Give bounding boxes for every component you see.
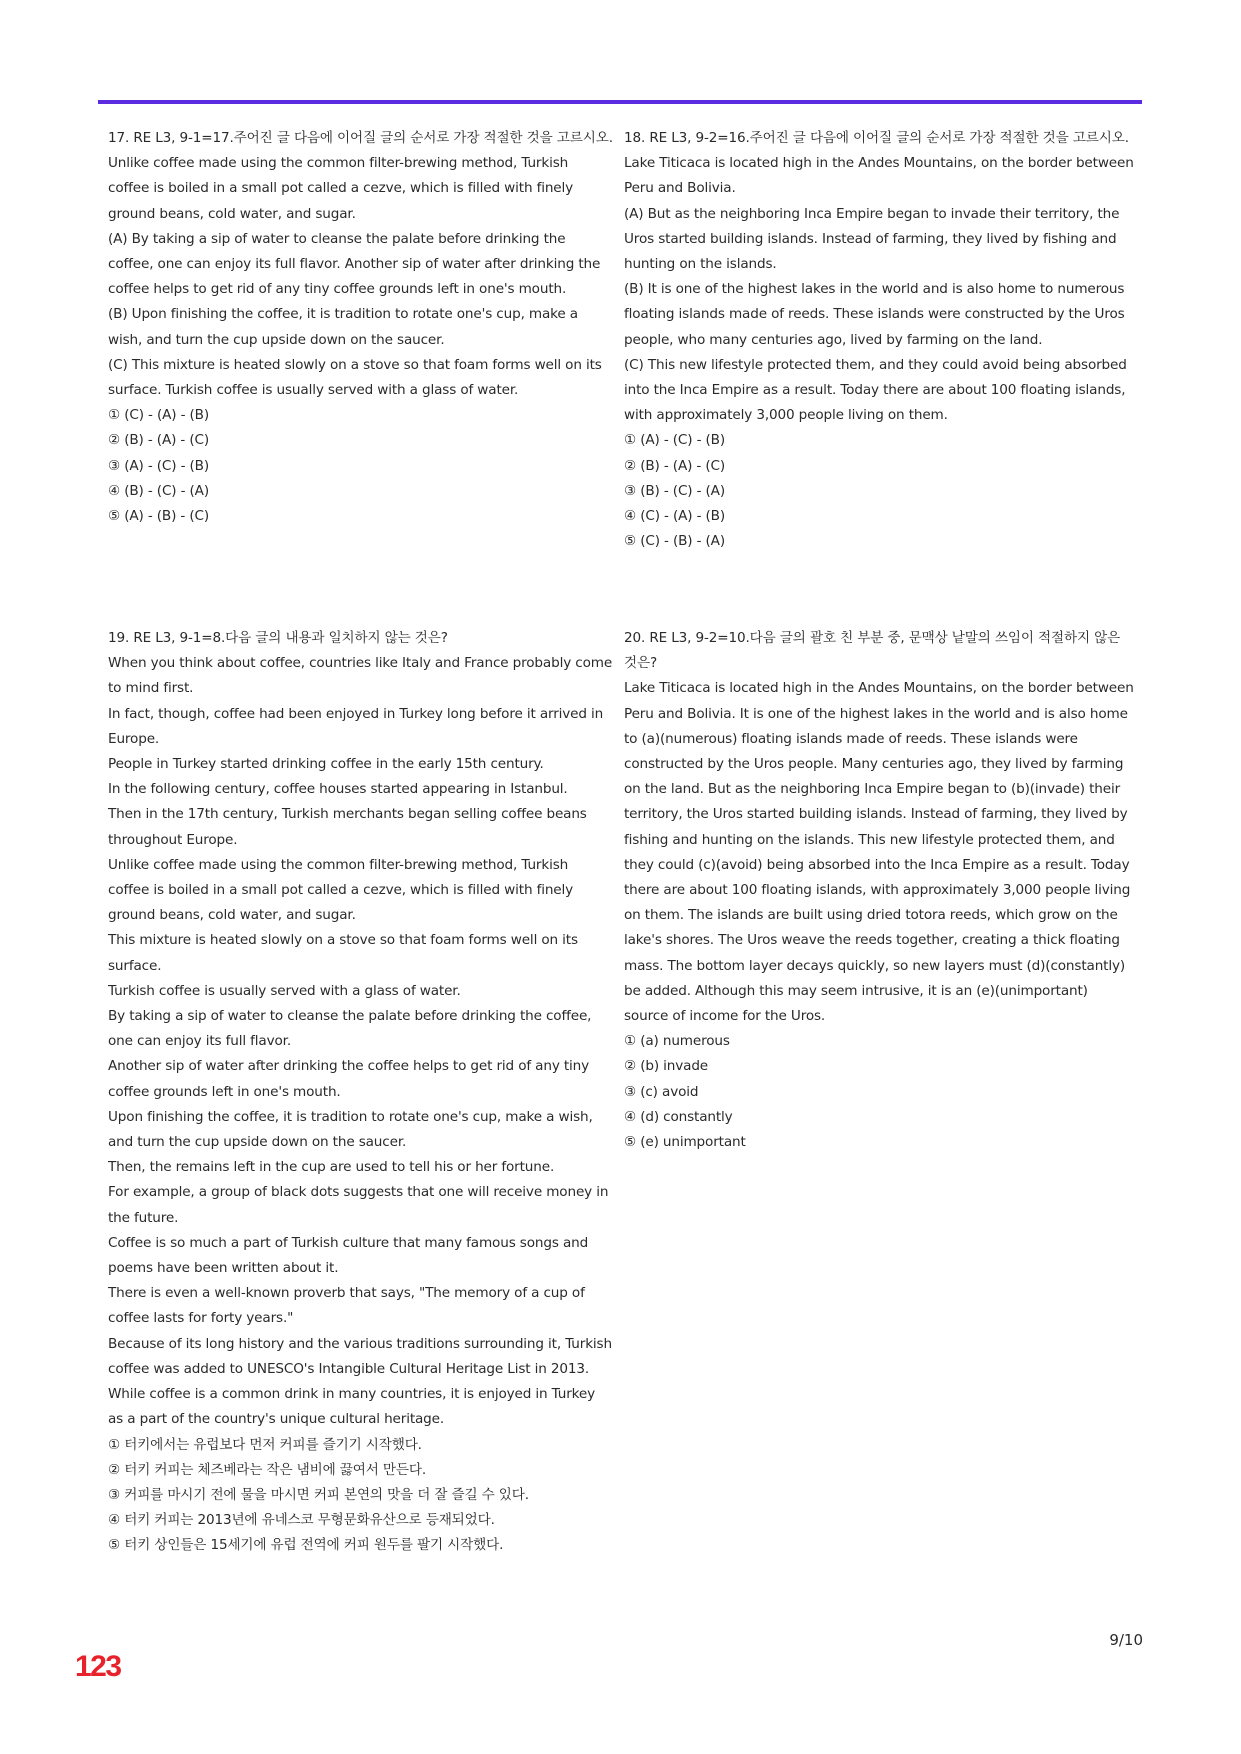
question-20: [624, 626, 1136, 1155]
answer-choice[interactable]: ⑤ (e) unimportant: [624, 1134, 746, 1151]
question-passage: (C) This new lifestyle protected them, and they could avoid being absorbed into the Inca Empire as a result. Today there are about 100 floating islands, with approximately 3,000 people living on them.: [624, 356, 1127, 424]
question-19: [108, 626, 613, 1559]
answer-choice[interactable]: ④ (d) constantly: [624, 1108, 733, 1125]
answer-choice[interactable]: ④ (C) - (A) - (B): [624, 508, 725, 525]
answer-choice[interactable]: ③ (B) - (C) - (A): [624, 482, 725, 499]
question-passage: (C) This mixture is heated slowly on a stove so that foam forms well on its surface. Turkish coffee is usually served with a glass of water.: [108, 356, 602, 399]
answer-choice[interactable]: ③ 커피를 마시기 전에 물을 마시면 커피 본연의 맛을 더 잘 즐길 수 있다.: [108, 1486, 529, 1503]
question-passage: When you think about coffee, countries like Italy and France probably come to mind first.: [108, 655, 613, 697]
answer-choice[interactable]: ① (a) numerous: [624, 1033, 730, 1050]
question-passage: Lake Titicaca is located high in the Andes Mountains, on the border between Peru and Bolivia.: [624, 155, 1134, 197]
question-title: 18. RE L3, 9-2=16.주어진 글 다음에 이어질 글의 순서로 가장 적절한 것을 고르시오.: [624, 130, 1129, 146]
brand-logo: 123: [75, 1650, 121, 1683]
question-passage: This mixture is heated slowly on a stove so that foam forms well on its surface.: [108, 932, 578, 974]
question-passage: Upon finishing the coffee, it is tradition to rotate one's cup, make a wish, and turn the cup upside down on the saucer.: [108, 1108, 593, 1151]
question-passage: While coffee is a common drink in many countries, it is enjoyed in Turkey as a part of the country's unique cultural heritage.: [108, 1386, 595, 1428]
answer-choice[interactable]: ④ 터키 커피는 2013년에 유네스코 무형문화유산으로 등재되었다.: [108, 1512, 495, 1529]
question-title: 19. RE L3, 9-1=8.다음 글의 내용과 일치하지 않는 것은?: [108, 630, 448, 646]
answer-choices: [624, 428, 1136, 554]
question-passage: Unlike coffee made using the common filter-brewing method, Turkish coffee is boiled in a small pot called a cezve, which is filled with finely ground beans, cold water, and sugar.: [108, 155, 574, 222]
question-title: 20. RE L3, 9-2=10.다음 글의 괄호 친 부분 중, 문맥상 낱말의 쓰임이 적절하지 않은 것은?: [624, 630, 1121, 672]
answer-choice[interactable]: ⑤ 터키 상인들은 15세기에 유럽 전역에 커피 원두를 팔기 시작했다.: [108, 1537, 504, 1554]
question-passage: In the following century, coffee houses started appearing in Istanbul.: [108, 781, 568, 798]
answer-choice[interactable]: ① (A) - (C) - (B): [624, 432, 725, 449]
answer-choice[interactable]: ① (C) - (A) - (B): [108, 407, 209, 424]
header-rule: [98, 100, 1142, 104]
question-passage: Then in the 17th century, Turkish merchants began selling coffee beans throughout Europe.: [108, 806, 587, 848]
question-passage: Unlike coffee made using the common filter-brewing method, Turkish coffee is boiled in a small pot called a cezve, which is filled with finely ground beans, cold water, and sugar.: [108, 856, 574, 924]
answer-choice[interactable]: ② (b) invade: [624, 1058, 709, 1075]
question-passage: (B) Upon finishing the coffee, it is tradition to rotate one's cup, make a wish, and turn the cup upside down on the saucer.: [108, 306, 578, 348]
question-passage: There is even a well-known proverb that says, "The memory of a cup of coffee lasts for forty years.": [108, 1285, 585, 1327]
question-passage: Because of its long history and the various traditions surrounding it, Turkish coffee was added to UNESCO's Intangible Cultural Heritage List in 2013.: [108, 1335, 612, 1377]
question-passage: In fact, though, coffee had been enjoyed in Turkey long before it arrived in Europe.: [108, 705, 604, 747]
answer-choice[interactable]: ③ (c) avoid: [624, 1083, 699, 1100]
question-passage: Another sip of water after drinking the coffee helps to get rid of any tiny coffee grounds left in one's mouth.: [108, 1058, 590, 1100]
answer-choices: [624, 1029, 1136, 1155]
question-passage: (B) It is one of the highest lakes in the world and is also home to numerous floating islands made of reeds. These islands were constructed by the Uros people, who many centuries ago, lived by farming on the land.: [624, 281, 1125, 348]
question-passage: Lake Titicaca is located high in the Andes Mountains, on the border between Peru and Bolivia. It is one of the highest lakes in the world and is also home to (a)(numerous) floating islands made of reeds. These islands were constructed by the Uros people. Many centuries ago, they lived by farming on the land. But as the neighboring Inca Empire began to (b)(invade) their territory, the Uros started building islands. Instead of farming, they lived by fishing and hunting on the islands. This new lifestyle protected them, and they could (c)(avoid) being absorbed into the Inca Empire as a result. Today there are about 100 floating islands, with approximately 3,000 people living on them. The islands are built using dried totora reeds, which grow on the lake's shores. The Uros weave the reeds together, creating a thick floating mass. The bottom layer decays quickly, so new layers must (d)(constantly) be added. Although this may seem intrusive, it is an (e)(unimportant) source of income for the Uros.: [624, 680, 1134, 1025]
question-passage: (A) By taking a sip of water to cleanse the palate before drinking the coffee, one can enjoy its full flavor. Another sip of water after drinking the coffee helps to get rid of any tiny coffee grounds left in one's mouth.: [108, 230, 601, 298]
answer-choice[interactable]: ⑤ (C) - (B) - (A): [624, 533, 725, 550]
question-passage: (A) But as the neighboring Inca Empire began to invade their territory, the Uros started building islands. Instead of farming, they lived by fishing and hunting on the islands.: [624, 205, 1120, 273]
question-passage: People in Turkey started drinking coffee in the early 15th century.: [108, 756, 544, 773]
answer-choices: [108, 403, 613, 529]
question-passage: By taking a sip of water to cleanse the palate before drinking the coffee, one can enjoy its full flavor.: [108, 1008, 592, 1050]
question-passage: Then, the remains left in the cup are used to tell his or her fortune.: [108, 1159, 555, 1176]
answer-choice[interactable]: ② (B) - (A) - (C): [624, 457, 725, 474]
question-passage: For example, a group of black dots suggests that one will receive money in the future.: [108, 1184, 609, 1226]
question-17: [108, 126, 613, 529]
question-passage: Coffee is so much a part of Turkish culture that many famous songs and poems have been written about it.: [108, 1234, 589, 1277]
answer-choice[interactable]: ③ (A) - (C) - (B): [108, 457, 209, 474]
question-title: 17. RE L3, 9-1=17.주어진 글 다음에 이어질 글의 순서로 가장 적절한 것을 고르시오.: [108, 130, 613, 146]
question-18: [624, 126, 1136, 554]
page-number: 9/10: [1109, 1631, 1143, 1649]
answer-choice[interactable]: ④ (B) - (C) - (A): [108, 482, 209, 499]
answer-choice[interactable]: ① 터키에서는 유럽보다 먼저 커피를 즐기기 시작했다.: [108, 1436, 422, 1453]
answer-choices: [108, 1433, 613, 1559]
answer-choice[interactable]: ② 터키 커피는 체즈베라는 작은 냄비에 끓여서 만든다.: [108, 1461, 427, 1478]
answer-choice[interactable]: ② (B) - (A) - (C): [108, 432, 209, 449]
answer-choice[interactable]: ⑤ (A) - (B) - (C): [108, 508, 209, 525]
question-passage: Turkish coffee is usually served with a glass of water.: [108, 982, 461, 999]
